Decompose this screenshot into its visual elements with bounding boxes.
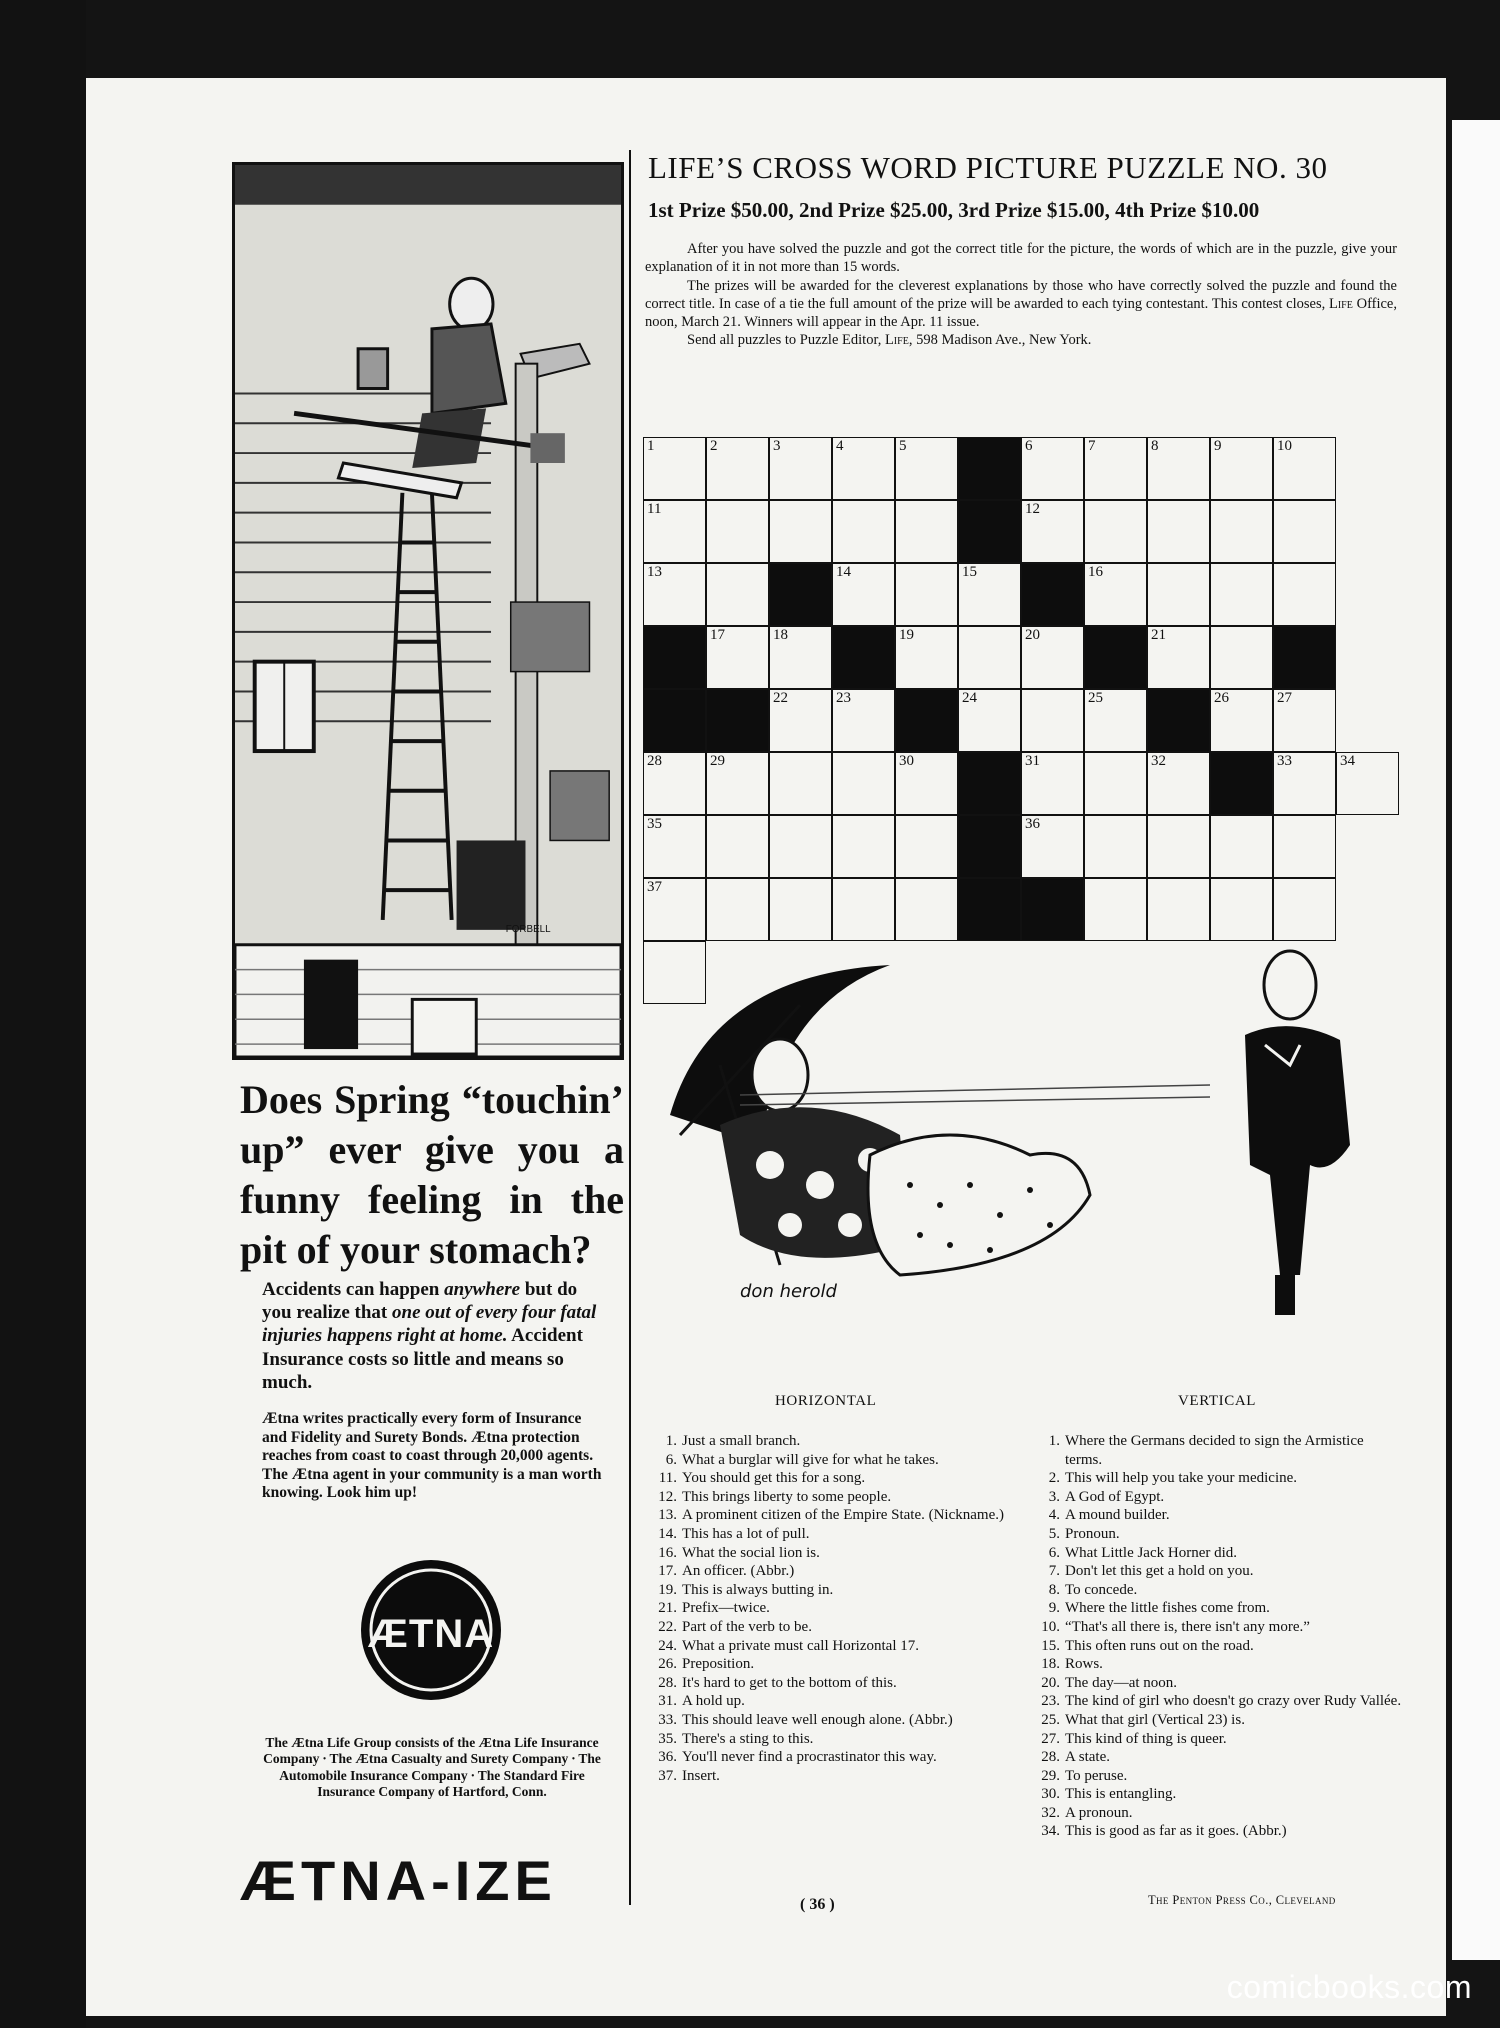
clue-text: You should get this for a song. — [682, 1470, 866, 1487]
instructions-para-3: Send all puzzles to Puzzle Editor, Life, 598 Madison Ave., New York. — [687, 332, 1092, 349]
clue-number: 3. — [1048, 1488, 1060, 1505]
clue-item — [652, 1730, 1022, 1749]
grid-cell — [958, 689, 1021, 752]
clue-number: 31. — [658, 1693, 677, 1710]
clue-text: A pronoun. — [1065, 1804, 1133, 1821]
clue-number: 11. — [658, 1470, 677, 1487]
grid-cell — [1021, 689, 1084, 752]
cell-number: 22 — [773, 690, 788, 706]
grid-cell — [643, 752, 706, 815]
cell-number: 11 — [647, 501, 662, 517]
grid-block — [958, 500, 1021, 563]
clue-text: This kind of thing is queer. — [1065, 1730, 1227, 1747]
clue-item — [1035, 1544, 1403, 1563]
artist-signature: FORBELL — [505, 923, 551, 935]
clue-text: This will help you take your medicine. — [1065, 1470, 1298, 1487]
clue-text: A hold up. — [682, 1693, 745, 1710]
grid-cell — [895, 500, 958, 563]
ad-illustration — [232, 162, 624, 1060]
clue-text: A state. — [1065, 1749, 1110, 1766]
clue-item — [652, 1506, 1022, 1525]
grid-cell — [1021, 815, 1084, 878]
cell-number: 18 — [773, 627, 788, 643]
clue-text: This is good as far as it goes. (Abbr.) — [1065, 1823, 1287, 1840]
cell-number: 14 — [836, 564, 851, 580]
clue-text: The day—at noon. — [1065, 1674, 1178, 1691]
grid-cell — [895, 815, 958, 878]
clue-item — [652, 1655, 1022, 1674]
grid-block — [958, 752, 1021, 815]
clue-number: 37. — [658, 1767, 677, 1784]
clue-item — [652, 1599, 1022, 1618]
grid-block — [1084, 626, 1147, 689]
grid-cell — [706, 752, 769, 815]
cell-number: 30 — [899, 753, 914, 769]
grid-cell — [1084, 437, 1147, 500]
cell-number: 7 — [1088, 438, 1096, 454]
clue-text: To peruse. — [1065, 1767, 1128, 1784]
grid-cell — [643, 878, 706, 941]
puzzle-title: LIFE’S CROSS WORD PICTURE PUZZLE NO. 30 — [648, 150, 1328, 185]
grid-cell — [832, 752, 895, 815]
cartoonist-signature: don herold — [740, 1281, 837, 1302]
clue-number: 18. — [1041, 1656, 1060, 1673]
clue-number: 13. — [658, 1507, 677, 1524]
grid-cell — [895, 626, 958, 689]
clue-number: 20. — [1041, 1674, 1060, 1691]
clue-item — [652, 1767, 1022, 1786]
clue-item — [1035, 1488, 1403, 1507]
cell-number: 35 — [647, 816, 662, 832]
grid-cell — [1336, 752, 1399, 815]
grid-cell — [895, 878, 958, 941]
clue-number: 7. — [1048, 1563, 1060, 1580]
clue-text: Rows. — [1065, 1656, 1103, 1673]
clue-item — [652, 1692, 1022, 1711]
clue-number: 26. — [658, 1656, 677, 1673]
clue-item — [652, 1469, 1022, 1488]
cell-number: 20 — [1025, 627, 1040, 643]
clue-number: 23. — [1041, 1693, 1060, 1710]
clue-number: 6. — [665, 1451, 677, 1468]
cell-number: 21 — [1151, 627, 1166, 643]
cell-number: 24 — [962, 690, 977, 706]
grid-cell — [958, 563, 1021, 626]
grid-block — [1147, 689, 1210, 752]
grid-cell — [1147, 626, 1210, 689]
logo-wordmark: ÆTNA — [367, 1612, 495, 1656]
grid-block — [643, 689, 706, 752]
grid-cell — [1210, 689, 1273, 752]
clue-text: The kind of girl who doesn't go crazy over Rudy Vallée. — [1065, 1693, 1402, 1710]
grid-block — [1021, 563, 1084, 626]
cell-number: 28 — [647, 753, 662, 769]
puzzle-prizes: 1st Prize $50.00, 2nd Prize $25.00, 3rd Prize $15.00, 4th Prize $10.00 — [648, 198, 1260, 222]
grid-cell — [1273, 563, 1336, 626]
clue-item — [652, 1581, 1022, 1600]
cell-number: 8 — [1151, 438, 1159, 454]
clue-item — [652, 1618, 1022, 1637]
grid-cell — [769, 500, 832, 563]
crossword-grid — [643, 437, 1391, 1001]
cell-number: 34 — [1340, 753, 1355, 769]
grid-cell — [1210, 815, 1273, 878]
grid-cell — [1084, 815, 1147, 878]
house-painter-illustration — [235, 165, 621, 1057]
grid-block — [769, 563, 832, 626]
grid-cell — [706, 815, 769, 878]
grid-cell — [706, 878, 769, 941]
grid-cell — [1147, 563, 1210, 626]
clue-item — [652, 1674, 1022, 1693]
grid-cell — [1273, 752, 1336, 815]
clue-text: This often runs out on the road. — [1065, 1637, 1254, 1654]
grid-cell — [1084, 752, 1147, 815]
instructions-para-1: After you have solved the puzzle and got the correct title for the picture, the words of which are in the puzzle, give your explanation of it in not more than 15 words. — [645, 241, 1397, 276]
clue-item — [652, 1544, 1022, 1563]
clue-text: To concede. — [1065, 1581, 1138, 1598]
grid-cell — [895, 752, 958, 815]
ad-secondary-paragraph: Ætna writes practically every form of Insurance and Fidelity and Surety Bonds. Ætna protection reaches from coast to coast through 20,000 agents. The Ætna agent in your community is a man worth knowing. Look him up! — [262, 1410, 602, 1502]
clue-number: 33. — [658, 1711, 677, 1728]
clue-item — [1035, 1506, 1403, 1525]
clue-number: 36. — [658, 1749, 677, 1766]
clue-number: 34. — [1041, 1823, 1060, 1840]
cell-number: 31 — [1025, 753, 1040, 769]
cell-number: 15 — [962, 564, 977, 580]
clue-item — [1035, 1581, 1403, 1600]
grid-block — [958, 815, 1021, 878]
clue-number: 15. — [1041, 1637, 1060, 1654]
cell-number: 6 — [1025, 438, 1033, 454]
grid-cell — [895, 563, 958, 626]
clue-text: This brings liberty to some people. — [682, 1488, 892, 1505]
grid-cell — [832, 689, 895, 752]
clue-number: 28. — [658, 1674, 677, 1691]
cell-number: 33 — [1277, 753, 1292, 769]
ad-slogan: ÆTNA-IZE — [240, 1849, 557, 1912]
clue-number: 16. — [658, 1544, 677, 1561]
grid-cell — [895, 437, 958, 500]
clue-number: 19. — [658, 1581, 677, 1598]
column-divider — [629, 150, 631, 1905]
grid-cell — [1147, 815, 1210, 878]
grid-cell — [769, 878, 832, 941]
grid-cell — [1210, 563, 1273, 626]
clue-item — [652, 1562, 1022, 1581]
clue-item — [1035, 1804, 1403, 1823]
cell-number: 1 — [647, 438, 655, 454]
clue-text: You'll never find a procrastinator this way. — [682, 1749, 937, 1766]
cell-number: 10 — [1277, 438, 1292, 454]
grid-cell — [1084, 878, 1147, 941]
clue-number: 10. — [1041, 1618, 1060, 1635]
grid-cell — [643, 815, 706, 878]
clue-text: “That's all there is, there isn't any more.” — [1065, 1618, 1310, 1635]
clue-text: A mound builder. — [1065, 1507, 1170, 1524]
puzzle-cartoon — [650, 945, 1390, 1325]
grid-cell — [769, 626, 832, 689]
aetna-logo — [356, 1555, 506, 1705]
clue-text: Where the little fishes come from. — [1065, 1600, 1270, 1617]
grid-cell — [769, 689, 832, 752]
clue-item — [652, 1451, 1022, 1470]
grid-cell — [1210, 878, 1273, 941]
grid-cell — [1210, 437, 1273, 500]
clue-text: This is always butting in. — [682, 1581, 834, 1598]
grid-cell — [769, 437, 832, 500]
cell-number: 5 — [899, 438, 907, 454]
clue-text: This should leave well enough alone. (Abbr.) — [682, 1711, 953, 1728]
clue-item — [652, 1711, 1022, 1730]
cell-number: 26 — [1214, 690, 1229, 706]
grid-cell — [1147, 752, 1210, 815]
cell-number: 9 — [1214, 438, 1222, 454]
grid-cell — [769, 752, 832, 815]
grid-cell — [643, 437, 706, 500]
clue-number: 21. — [658, 1600, 677, 1617]
puzzle-instructions — [645, 240, 1397, 350]
grid-cell — [769, 815, 832, 878]
clue-item — [1035, 1730, 1403, 1749]
vertical-clues — [1035, 1432, 1403, 1841]
clue-text: Prefix—twice. — [682, 1600, 770, 1617]
grid-cell — [706, 500, 769, 563]
grid-cell — [958, 626, 1021, 689]
horizontal-clues — [652, 1432, 1022, 1785]
grid-cell — [1084, 500, 1147, 563]
clue-text: Don't let this get a hold on you. — [1065, 1563, 1254, 1580]
clue-text: A God of Egypt. — [1065, 1488, 1165, 1505]
clue-number: 24. — [658, 1637, 677, 1654]
clue-text: It's hard to get to the bottom of this. — [682, 1674, 897, 1691]
clue-item — [652, 1748, 1022, 1767]
page-number: ( 36 ) — [800, 1896, 835, 1913]
grid-cell — [1273, 500, 1336, 563]
clue-item — [1035, 1618, 1403, 1637]
vertical-heading: VERTICAL — [1178, 1393, 1257, 1409]
clue-item — [1035, 1599, 1403, 1618]
clue-text: Where the Germans decided to sign the Armistice terms. — [1065, 1433, 1364, 1468]
clue-number: 32. — [1041, 1804, 1060, 1821]
clue-text: What Little Jack Horner did. — [1065, 1544, 1238, 1561]
grid-block — [1021, 878, 1084, 941]
clue-item — [652, 1432, 1022, 1451]
clue-number: 5. — [1048, 1525, 1060, 1542]
clue-number: 17. — [658, 1563, 677, 1580]
aetna-group-text: The Ætna Life Group consists of the Ætna Life Insurance Company ⸱ The Ætna Casualty and Surety Company ⸱ The Automobile Insurance Company ⸱ The Standard Fire Insurance Company of Hartford, Conn. — [263, 1735, 601, 1800]
grid-cell — [1021, 626, 1084, 689]
clue-text: A prominent citizen of the Empire State. (Nickname.) — [682, 1507, 1004, 1524]
clue-number: 14. — [658, 1525, 677, 1542]
grid-cell — [1084, 689, 1147, 752]
grid-block — [1273, 626, 1336, 689]
clue-text: Preposition. — [682, 1656, 755, 1673]
grid-cell — [1273, 815, 1336, 878]
clue-text: Just a small branch. — [682, 1433, 801, 1449]
clue-number: 8. — [1048, 1581, 1060, 1598]
clue-item — [1035, 1748, 1403, 1767]
beach-cartoon-illustration — [650, 945, 1390, 1325]
grid-cell — [1147, 500, 1210, 563]
clue-number: 1. — [1048, 1433, 1060, 1449]
horizontal-heading: HORIZONTAL — [775, 1393, 877, 1409]
cell-number: 2 — [710, 438, 718, 454]
clue-item — [1035, 1822, 1403, 1841]
cell-number: 3 — [773, 438, 781, 454]
clue-text: What the social lion is. — [682, 1544, 820, 1561]
cell-number: 13 — [647, 564, 662, 580]
clue-item — [1035, 1525, 1403, 1544]
clue-number: 2. — [1048, 1470, 1060, 1487]
grid-cell — [1084, 563, 1147, 626]
clue-number: 25. — [1041, 1711, 1060, 1728]
grid-cell — [1210, 500, 1273, 563]
grid-cell — [1147, 878, 1210, 941]
cell-number: 4 — [836, 438, 844, 454]
ad-headline: Does Spring “touchin’ up” ever give you a funny feeling in the pit of your stomach? — [240, 1077, 624, 1272]
clue-text: An officer. (Abbr.) — [682, 1563, 795, 1580]
instructions-para-2: The prizes will be awarded for the cleverest explanations by those who have correctly solved the puzzle and found the correct title. In case of a tie the full amount of the prize will be awarded to each tying contestant. This contest closes, Life Office, noon, March 21. Winners will appear in the Apr. 11 issue. — [645, 277, 1397, 331]
clue-item — [1035, 1785, 1403, 1804]
grid-cell — [832, 815, 895, 878]
cell-number: 36 — [1025, 816, 1040, 832]
grid-cell — [1021, 500, 1084, 563]
grid-block — [1210, 752, 1273, 815]
cell-number: 16 — [1088, 564, 1103, 580]
clue-item — [1035, 1674, 1403, 1693]
cell-number: 23 — [836, 690, 851, 706]
clue-number: 30. — [1041, 1786, 1060, 1803]
clue-text: What a private must call Horizontal 17. — [682, 1637, 920, 1654]
cell-number: 19 — [899, 627, 914, 643]
clue-text: Pronoun. — [1065, 1525, 1120, 1542]
clue-text: What a burglar will give for what he takes. — [682, 1451, 939, 1468]
grid-cell — [1021, 437, 1084, 500]
next-page-edge — [1452, 120, 1500, 1960]
grid-block — [832, 626, 895, 689]
clue-item — [1035, 1432, 1403, 1469]
grid-cell — [1021, 752, 1084, 815]
grid-cell — [706, 563, 769, 626]
grid-cell — [832, 878, 895, 941]
clue-item — [1035, 1469, 1403, 1488]
scan-left-edge — [0, 0, 86, 2028]
clue-item — [1035, 1562, 1403, 1581]
grid-cell — [1273, 437, 1336, 500]
grid-cell — [1273, 878, 1336, 941]
cell-number: 17 — [710, 627, 725, 643]
grid-block — [958, 878, 1021, 941]
grid-cell — [643, 500, 706, 563]
clue-number: 22. — [658, 1618, 677, 1635]
cell-number: 29 — [710, 753, 725, 769]
clue-item — [1035, 1711, 1403, 1730]
grid-block — [958, 437, 1021, 500]
clue-item — [1035, 1637, 1403, 1656]
ad-body-paragraph: Accidents can happen anywhere but do you realize that one out of every four fatal injuries happens right at home. Accident Insurance costs so little and means so much. — [262, 1279, 597, 1393]
grid-cell — [643, 563, 706, 626]
clue-text: Insert. — [682, 1767, 720, 1784]
clue-number: 27. — [1041, 1730, 1060, 1747]
clue-number: 28. — [1041, 1749, 1060, 1766]
grid-cell — [1210, 626, 1273, 689]
clue-number: 9. — [1048, 1600, 1060, 1617]
cell-number: 32 — [1151, 753, 1166, 769]
clue-item — [1035, 1767, 1403, 1786]
cell-number: 25 — [1088, 690, 1103, 706]
clue-item — [1035, 1692, 1403, 1711]
cell-number: 27 — [1277, 690, 1292, 706]
clue-item — [1035, 1655, 1403, 1674]
clue-text: This is entangling. — [1065, 1786, 1177, 1803]
watermark: comicbooks.com — [1226, 1969, 1472, 2005]
grid-cell — [832, 563, 895, 626]
clue-text: There's a sting to this. — [682, 1730, 814, 1747]
clue-item — [652, 1525, 1022, 1544]
clue-number: 29. — [1041, 1767, 1060, 1784]
clue-text: This has a lot of pull. — [682, 1525, 810, 1542]
grid-cell — [832, 500, 895, 563]
grid-cell — [832, 437, 895, 500]
clue-number: 12. — [658, 1488, 677, 1505]
clue-number: 1. — [665, 1433, 677, 1449]
grid-cell — [1273, 689, 1336, 752]
clue-item — [652, 1637, 1022, 1656]
grid-block — [706, 689, 769, 752]
cell-number: 12 — [1025, 501, 1040, 517]
clue-number: 4. — [1048, 1507, 1060, 1524]
cell-number: 37 — [647, 879, 662, 895]
clue-number: 35. — [658, 1730, 677, 1747]
clue-number: 6. — [1048, 1544, 1060, 1561]
grid-cell — [706, 626, 769, 689]
clue-item — [652, 1488, 1022, 1507]
clue-text: Part of the verb to be. — [682, 1618, 812, 1635]
printer-credit: The Penton Press Co., Cleveland — [1148, 1893, 1336, 1907]
grid-block — [643, 626, 706, 689]
grid-block — [895, 689, 958, 752]
clue-text: What that girl (Vertical 23) is. — [1065, 1711, 1245, 1728]
grid-cell — [1147, 437, 1210, 500]
grid-cell — [706, 437, 769, 500]
